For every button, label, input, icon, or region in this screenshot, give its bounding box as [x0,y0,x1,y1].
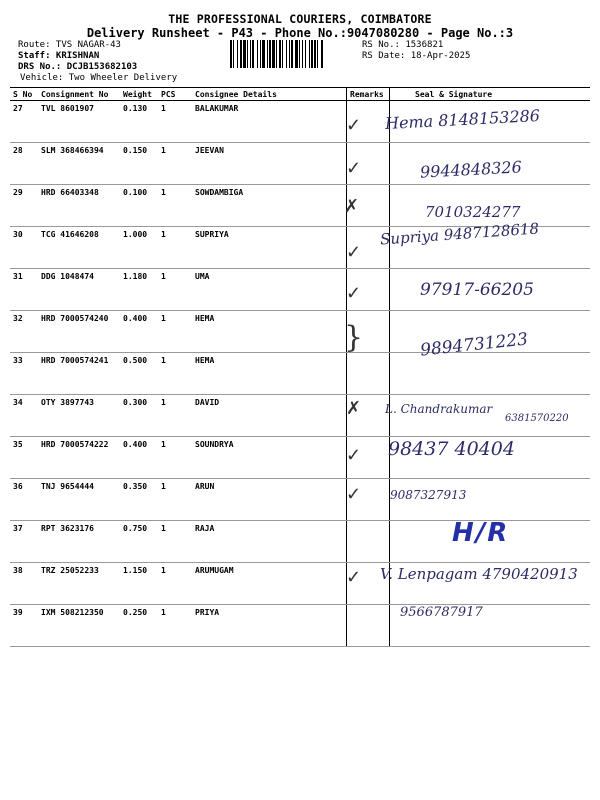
barcode-bar [311,40,313,68]
table-row [10,479,590,521]
barcode-bar [299,40,300,68]
cell-consignee: ARUMUGAM [192,563,347,605]
cell-pcs: 1 [158,563,192,605]
barcode-bar [321,40,323,68]
table-row [10,353,590,395]
cell-weight: 0.750 [120,521,158,563]
cell-pcs: 1 [158,353,192,395]
barcode-bar [257,40,258,68]
barcode-bar [240,40,242,68]
cell-pcs: 1 [158,521,192,563]
signature-27: Hema 8148153286 [384,105,541,134]
cell-pcs: 1 [158,605,192,647]
barcode-bar [276,40,277,68]
cell-consignment: HRD 66403348 [38,185,120,227]
barcode-bar [269,40,271,68]
remark-check-27: ✓ [346,115,362,136]
signature-37-stamp: H/R [452,518,510,548]
cell-pcs: 1 [158,437,192,479]
col-consignment: Consignment No [38,88,120,101]
remark-cross-34: ✗ [346,398,362,419]
barcode-bar [305,40,306,68]
barcode-bar [230,40,232,68]
cell-sno: 29 [10,185,38,227]
remark-bracket-32-33: } [344,320,364,355]
remark-cross-29: ✗ [344,196,360,217]
signature-34-name: L. Chandrakumar [385,402,493,416]
barcode-bar [250,40,251,68]
table-row [10,605,590,647]
cell-consignment: OTY 3897743 [38,395,120,437]
barcode-bar [267,40,268,68]
barcode-bar [295,40,298,68]
cell-consignee: PRIYA [192,605,347,647]
cell-pcs: 1 [158,101,192,143]
table-header-row [10,88,590,101]
col-weight: Weight [120,88,158,101]
cell-pcs: 1 [158,143,192,185]
cell-sno: 27 [10,101,38,143]
col-consignee: Consignee Details [192,88,347,101]
barcode-bar [289,40,290,68]
signature-36: 9087327913 [390,488,467,502]
barcode-bar [291,40,293,68]
cell-weight: 0.400 [120,311,158,353]
barcode-bar [314,40,316,68]
col-remarks: Remarks [347,88,390,101]
signature-39: 9566787917 [400,605,483,620]
table-row [10,395,590,437]
col-seal-signature: Seal & Signature [390,88,591,101]
cell-weight: 0.500 [120,353,158,395]
route-label: Route: TVS NAGAR-43 [18,40,121,50]
cell-consignee: JEEVAN [192,143,347,185]
cell-consignee: HEMA [192,353,347,395]
barcode-bar [272,40,275,68]
remark-check-35: ✓ [346,445,362,466]
cell-sno: 28 [10,143,38,185]
cell-weight: 0.350 [120,479,158,521]
cell-consignment: TNJ 9654444 [38,479,120,521]
cell-sno: 39 [10,605,38,647]
cell-pcs: 1 [158,185,192,227]
barcode-bar [243,40,246,68]
barcode-bar [279,40,281,68]
cell-consignment: HRD 7000574240 [38,311,120,353]
cell-consignee: SOUNDRYA [192,437,347,479]
cell-remarks [347,521,390,563]
col-sno: S No [10,88,38,101]
barcode-bar [233,40,234,68]
cell-sno: 32 [10,311,38,353]
cell-consignment: TVL 8601907 [38,101,120,143]
cell-pcs: 1 [158,395,192,437]
barcode-bar [260,40,261,68]
cell-sno: 37 [10,521,38,563]
signature-38: V. Lenpagam 4790420913 [380,565,578,583]
cell-weight: 0.150 [120,143,158,185]
cell-consignee: DAVID [192,395,347,437]
cell-consignee: RAJA [192,521,347,563]
remark-check-36: ✓ [346,484,362,505]
cell-remarks [347,353,390,395]
remark-check-30: ✓ [346,242,362,263]
signature-30: Supriya 9487128618 [379,219,540,249]
cell-consignment: TCG 41646208 [38,227,120,269]
barcode-image [230,40,355,68]
signature-35: 98437 40404 [388,438,515,460]
staff-label: Staff: KRISHNAN [18,51,100,61]
barcode-bar [262,40,265,68]
barcode-bar [237,40,238,68]
signature-31: 97917-66205 [420,280,534,300]
cell-weight: 1.150 [120,563,158,605]
signature-29: 7010324277 [425,203,521,221]
cell-weight: 1.000 [120,227,158,269]
cell-weight: 0.300 [120,395,158,437]
cell-consignment: RPT 3623176 [38,521,120,563]
barcode-bar [286,40,287,68]
barcode-bar [302,40,303,68]
cell-consignment: HRD 7000574241 [38,353,120,395]
cell-pcs: 1 [158,227,192,269]
drs-label: DRS No.: DCJB153682103 [18,62,138,72]
runsheet-subtitle: Delivery Runsheet - P43 - Phone No.:9047080280 - Page No.:3 [86,26,514,40]
cell-pcs: 1 [158,269,192,311]
cell-weight: 0.250 [120,605,158,647]
barcode-bar [247,40,248,68]
cell-consignee: BALAKUMAR [192,101,347,143]
signature-34-number: 6381570220 [505,413,569,424]
cell-weight: 0.130 [120,101,158,143]
cell-consignee: UMA [192,269,347,311]
company-title: THE PROFESSIONAL COURIERS, COIMBATORE [168,12,432,26]
cell-pcs: 1 [158,479,192,521]
cell-consignment: DDG 1048474 [38,269,120,311]
cell-consignee: ARUN [192,479,347,521]
cell-weight: 1.180 [120,269,158,311]
signature-32: 9894731223 [419,329,529,361]
cell-sno: 35 [10,437,38,479]
cell-sno: 30 [10,227,38,269]
cell-pcs: 1 [158,311,192,353]
cell-consignment: IXM 508212350 [38,605,120,647]
cell-consignee: SOWDAMBIGA [192,185,347,227]
remark-check-38: ✓ [346,567,362,588]
cell-consignee: SUPRIYA [192,227,347,269]
barcode-bar [317,40,318,68]
signature-28: 9944848326 [419,157,523,182]
cell-sno: 33 [10,353,38,395]
cell-consignment: SLM 368466394 [38,143,120,185]
cell-sno: 34 [10,395,38,437]
cell-sno: 38 [10,563,38,605]
barcode-bar [309,40,310,68]
col-pcs: PCS [158,88,192,101]
remark-check-28: ✓ [346,158,362,179]
cell-weight: 0.100 [120,185,158,227]
remark-check-31: ✓ [346,283,362,304]
cell-consignee: HEMA [192,311,347,353]
rs-date: RS Date: 18-Apr-2025 [362,51,471,61]
cell-remarks [347,605,390,647]
vehicle-label: Vehicle: Two Wheeler Delivery [20,73,178,83]
barcode-bar [252,40,254,68]
cell-sno: 36 [10,479,38,521]
cell-sno: 31 [10,269,38,311]
cell-consignment: HRD 7000574222 [38,437,120,479]
cell-seal-signature [390,353,591,395]
barcode-bar [282,40,283,68]
cell-consignment: TRZ 25052233 [38,563,120,605]
rs-number: RS No.: 1536821 [362,40,444,50]
cell-weight: 0.400 [120,437,158,479]
